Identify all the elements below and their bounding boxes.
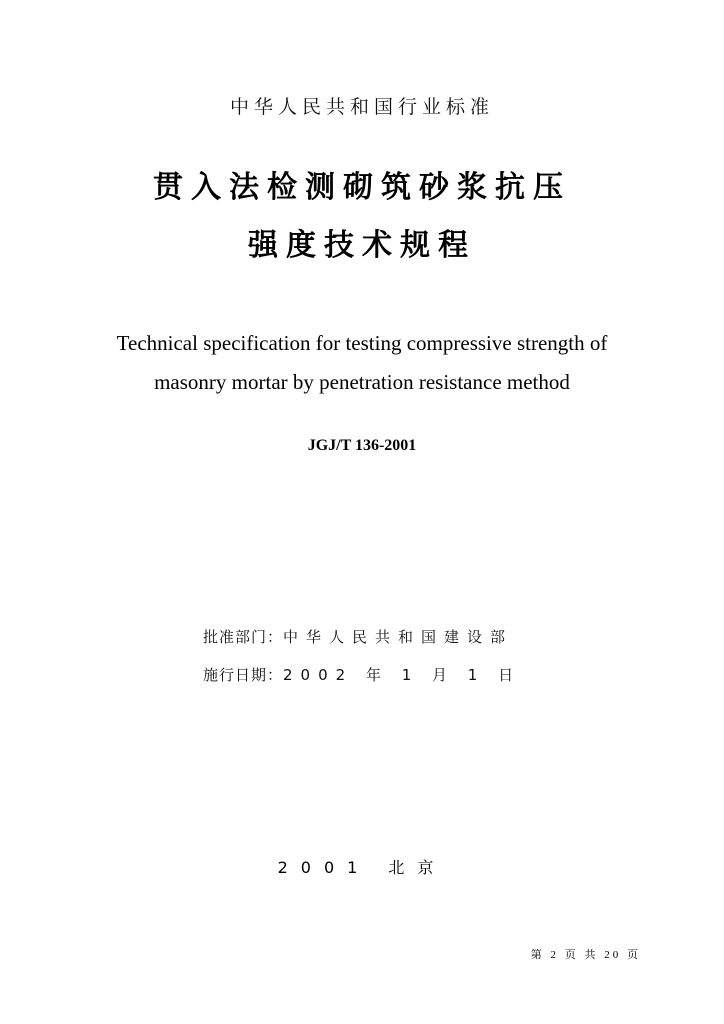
standard-code: JGJ/T 136-2001 bbox=[307, 437, 417, 454]
effective-date bbox=[203, 664, 521, 685]
approval-department bbox=[203, 626, 513, 647]
ministry-header: 中华人民共和国行业标准 bbox=[229, 96, 494, 118]
english-title-line-1: Technical specification for testing compressive strength of bbox=[116, 331, 608, 355]
effective-label: 施行日期： bbox=[203, 666, 284, 684]
approval-label: 批准部门： bbox=[203, 628, 284, 646]
page-number: 第 2 页 共 20 页 bbox=[530, 949, 641, 961]
english-title-line-2: masonry mortar by penetration resistance method bbox=[154, 370, 570, 394]
effective-value: 2002 年 1 月 1 日 bbox=[283, 666, 522, 684]
chinese-title-line-2: 强度技术规程 bbox=[248, 228, 476, 263]
publication-year-place: 2001 北京 bbox=[277, 858, 447, 877]
chinese-title-line-1: 贯入法检测砌筑砂浆抗压 bbox=[153, 170, 571, 205]
approval-value: 中华人民共和国建设部 bbox=[283, 628, 514, 646]
